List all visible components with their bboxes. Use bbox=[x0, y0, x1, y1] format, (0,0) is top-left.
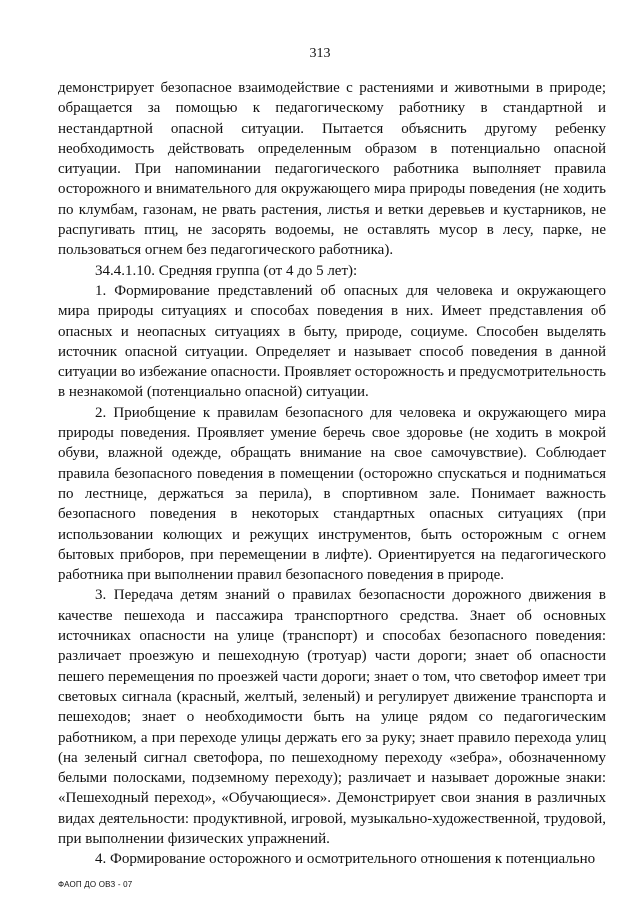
paragraph-continued: демонстрирует безопасное взаимодействие с растениями и животными в природе; обращается за помощью к педагогическому работнику в стандартной и нестандартной опасной ситуации. Пытается объяснить другому ребенку необходимость действовать определенным образом в потенциально опасной ситуации. При напоминании педагогического работника выполняет правила осторожного и внимательного для окружающего мира природы поведения (не ходить по клумбам, газонам, не рвать растения, листья и ветки деревьев и кустарников, не распугивать птиц, не засорять водоемы, не оставлять мусор в лесу, парке, не пользоваться огнем без педагогического работника). bbox=[58, 80, 606, 259]
section-heading: 34.4.1.10. Средняя группа (от 4 до 5 лет): bbox=[95, 262, 358, 279]
page-number: 313 bbox=[309, 46, 331, 61]
document-footer: ФАОП ДО ОВЗ - 07 bbox=[58, 880, 133, 889]
paragraph-item-1: 1. Формирование представлений об опасных для человека и окружающего мира природы ситуациях и способах поведения в них. Имеет представления об опасных и неопасных ситуациях в быту, природе, социуме. Способен выделять источник опасной ситуации. Определяет и называет способ поведения в данной ситуации во избежание опасности. Проявляет осторожность и предусмотрительность в незнакомой (потенциально опасной) ситуации. bbox=[58, 282, 606, 401]
paragraph-item-4: 4. Формирование осторожного и осмотрительного отношения к потенциально bbox=[95, 851, 596, 868]
document-body bbox=[58, 78, 606, 870]
paragraph-item-2: 2. Приобщение к правилам безопасного для человека и окружающего мира природы поведения. Проявляет умение беречь свое здоровье (не ходить в мокрой обуви, влажной одежде, обращать внимание на свое самочувствие). Соблюдает правила безопасного поведения в помещении (осторожно спускаться и подниматься по лестнице, держаться за перила), в спортивном зале. Понимает важность безопасного поведения в некоторых стандартных опасных ситуациях (при использовании колющих и режущих инструментов, быть осторожным с огнем бытовых приборов, при перемещении в лифте). Ориентируется на педагогического работника при выполнении правил безопасного поведения в природе. bbox=[58, 404, 606, 584]
paragraph-item-3: 3. Передача детям знаний о правилах безопасности дорожного движения в качестве пешехода и пассажира транспортного средства. Знает об основных источниках опасности на улице (транспорт) и способах безопасного поведения: различает проезжую и пешеходную (тротуар) части дороги; знает об опасности пешего перемещения по проезжей части дороги; знает о том, что светофор имеет три световых сигнала (красный, желтый, зеленый) и регулирует движение транспорта и пешеходов; знает о необходимости быть на улице рядом со педагогическим работником, а при переходе улицы держать его за руку; знает правило перехода улиц (на зеленый сигнал светофора, по пешеходному переходу «зебра», обозначенному белыми полосками, подземному переходу); различает и называет дорожные знаки: «Пешеходный переход», «Обучающиеся». Демонстрирует свои знания в различных видах деятельности: продуктивной, игровой, музыкально-художественной, трудовой, при выполнении физических упражнений. bbox=[58, 587, 606, 847]
